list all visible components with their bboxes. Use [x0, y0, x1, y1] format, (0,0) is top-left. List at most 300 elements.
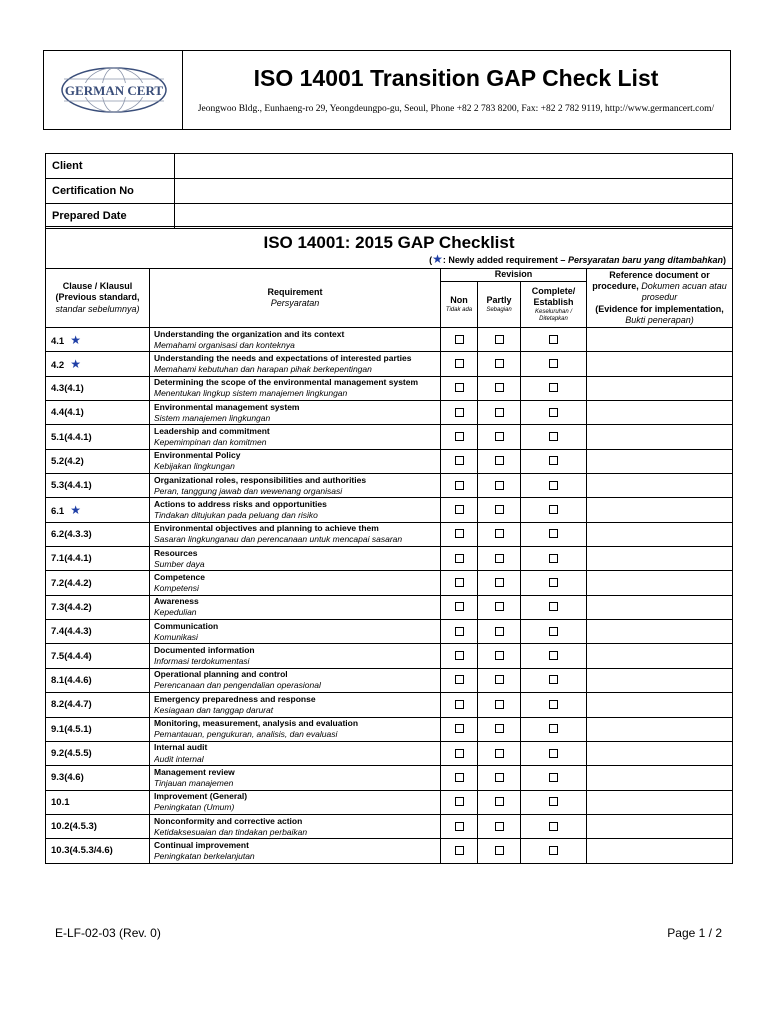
- partly-cell: [478, 790, 521, 814]
- partly-cell: [478, 474, 521, 498]
- clause-number: 9.1(4.5.1): [51, 723, 92, 735]
- client-row: [46, 154, 733, 179]
- legend-close: ): [723, 255, 726, 265]
- document-title: ISO 14001 Transition GAP Check List: [253, 65, 659, 91]
- reference-field[interactable]: [587, 595, 733, 619]
- clause-cell: [46, 571, 150, 595]
- checklist-row: [46, 644, 733, 668]
- clause-number: 6.2(4.3.3): [51, 528, 92, 540]
- requirement-cell: [150, 376, 441, 400]
- requirement-text-id: Kepedulian: [154, 607, 197, 618]
- reference-field[interactable]: [587, 693, 733, 717]
- partly-cell: [478, 717, 521, 741]
- requirement-text-id: Peningkatan (Umum): [154, 802, 235, 813]
- non-cell: [441, 741, 478, 765]
- checklist-row: [46, 449, 733, 473]
- requirement-text-id: Peran, tanggung jawab dan wewenang organisasi: [154, 485, 343, 496]
- non-checkbox[interactable]: [455, 749, 464, 758]
- clause-cell: [46, 693, 150, 717]
- reference-field[interactable]: [587, 839, 733, 863]
- checklist-row: [46, 352, 733, 376]
- non-checkbox[interactable]: [455, 578, 464, 587]
- requirement-cell: [150, 474, 441, 498]
- requirement-cell: [150, 620, 441, 644]
- requirement-cell: [150, 498, 441, 522]
- requirement-header-label: Requirement: [267, 286, 323, 297]
- clause-cell: [46, 474, 150, 498]
- reference-field[interactable]: [587, 522, 733, 546]
- non-checkbox[interactable]: [455, 602, 464, 611]
- legend-text-id: Persyaratan baru yang ditambahkan: [567, 255, 723, 265]
- requirement-text: Understanding the organization and its context: [154, 328, 345, 339]
- clause-cell: [46, 522, 150, 546]
- complete-checkbox[interactable]: [549, 602, 558, 611]
- non-cell: [441, 790, 478, 814]
- clause-number: 4.4(4.1): [51, 407, 84, 419]
- checklist-banner-row: [46, 227, 733, 269]
- requirement-cell: [150, 766, 441, 790]
- clause-cell: [46, 595, 150, 619]
- complete-checkbox[interactable]: [549, 846, 558, 855]
- reference-field[interactable]: [587, 814, 733, 838]
- partly-checkbox[interactable]: [495, 408, 504, 417]
- requirement-header-id: Persyaratan: [270, 298, 320, 308]
- german-cert-logo: [58, 65, 170, 115]
- requirement-text: Communication: [154, 620, 219, 631]
- partly-checkbox[interactable]: [495, 797, 504, 806]
- checklist-row: [46, 595, 733, 619]
- clause-cell: [46, 401, 150, 425]
- partly-checkbox[interactable]: [495, 675, 504, 684]
- requirement-text: Environmental Policy: [154, 450, 241, 461]
- complete-cell: [521, 498, 587, 522]
- complete-checkbox[interactable]: [549, 749, 558, 758]
- clause-cell: [46, 498, 150, 522]
- complete-cell: [521, 620, 587, 644]
- non-header-label: Non: [450, 295, 468, 306]
- header-row-1: [46, 269, 733, 282]
- non-cell: [441, 644, 478, 668]
- clause-number: 4.1: [51, 335, 65, 347]
- complete-cell: [521, 401, 587, 425]
- non-cell: [441, 693, 478, 717]
- requirement-text-id: Memahami kebutuhan dan harapan pihak berkepentingan: [154, 364, 372, 375]
- complete-cell: [521, 814, 587, 838]
- requirement-cell: [150, 328, 441, 352]
- requirement-text-id: Kepemimpinan dan komitmen: [154, 437, 267, 448]
- clause-number: 10.3(4.5.3/4.6): [51, 845, 113, 857]
- complete-checkbox[interactable]: [549, 456, 558, 465]
- requirement-text-id: Komunikasi: [154, 631, 198, 642]
- complete-cell: [521, 449, 587, 473]
- clause-number: 7.2(4.4.2): [51, 577, 92, 589]
- complete-checkbox[interactable]: [549, 651, 558, 660]
- requirement-text: Understanding the needs and expectations of interested parties: [154, 352, 412, 363]
- page-number: Page 1 / 2: [667, 926, 722, 940]
- complete-checkbox[interactable]: [549, 335, 558, 344]
- non-checkbox[interactable]: [455, 383, 464, 392]
- partly-cell: [478, 449, 521, 473]
- requirement-cell: [150, 839, 441, 863]
- requirement-cell: [150, 547, 441, 571]
- partly-cell: [478, 328, 521, 352]
- requirement-text-id: Sistem manajemen lingkungan: [154, 412, 271, 423]
- complete-cell: [521, 644, 587, 668]
- checklist-title: ISO 14001: 2015 GAP Checklist: [263, 233, 515, 252]
- star-icon: ★: [432, 252, 443, 266]
- checklist-row: [46, 474, 733, 498]
- complete-checkbox[interactable]: [549, 505, 558, 514]
- legend-open: (: [429, 255, 433, 265]
- non-cell: [441, 571, 478, 595]
- partly-checkbox[interactable]: [495, 505, 504, 514]
- partly-checkbox[interactable]: [495, 335, 504, 344]
- clause-cell: [46, 425, 150, 449]
- complete-header-label: Complete/ Establish: [531, 286, 576, 308]
- checklist-banner: [46, 227, 733, 269]
- complete-cell: [521, 474, 587, 498]
- clause-cell: [46, 741, 150, 765]
- reference-field[interactable]: [587, 352, 733, 376]
- partly-header: [478, 282, 521, 328]
- clause-number: 10.1: [51, 796, 70, 808]
- checklist-row: [46, 328, 733, 352]
- requirement-text: Operational planning and control: [154, 669, 288, 680]
- partly-checkbox[interactable]: [495, 529, 504, 538]
- prepared-date-row: [46, 204, 733, 229]
- partly-cell: [478, 644, 521, 668]
- partly-cell: [478, 814, 521, 838]
- clause-number: 8.1(4.4.6): [51, 674, 92, 686]
- partly-header-label: Partly: [486, 295, 512, 306]
- clause-number: 10.2(4.5.3): [51, 821, 97, 833]
- reference-field[interactable]: [587, 376, 733, 400]
- clause-number: 9.2(4.5.5): [51, 748, 92, 760]
- partly-checkbox[interactable]: [495, 481, 504, 490]
- requirement-header: [150, 269, 441, 328]
- prepared-date-label: Prepared Date: [46, 204, 175, 229]
- non-cell: [441, 766, 478, 790]
- document-header: [43, 50, 731, 130]
- requirement-text-id: Tindakan ditujukan pada peluang dan risiko: [154, 510, 318, 521]
- partly-cell: [478, 668, 521, 692]
- clause-number: 5.2(4.2): [51, 455, 84, 467]
- partly-checkbox[interactable]: [495, 627, 504, 636]
- partly-cell: [478, 766, 521, 790]
- clause-cell: [46, 839, 150, 863]
- complete-cell: [521, 352, 587, 376]
- complete-cell: [521, 328, 587, 352]
- non-cell: [441, 522, 478, 546]
- requirement-cell: [150, 814, 441, 838]
- partly-checkbox[interactable]: [495, 651, 504, 660]
- complete-checkbox[interactable]: [549, 797, 558, 806]
- non-checkbox[interactable]: [455, 432, 464, 441]
- checklist-row: [46, 717, 733, 741]
- requirement-cell: [150, 571, 441, 595]
- clause-cell: [46, 717, 150, 741]
- partly-checkbox[interactable]: [495, 359, 504, 368]
- requirement-cell: [150, 741, 441, 765]
- gap-checklist-table: [45, 226, 733, 864]
- requirement-cell: [150, 449, 441, 473]
- non-header: [441, 282, 478, 328]
- complete-cell: [521, 595, 587, 619]
- reference-header-2i: Bukti penerapan): [625, 314, 694, 325]
- non-checkbox[interactable]: [455, 627, 464, 636]
- complete-checkbox[interactable]: [549, 383, 558, 392]
- clause-cell: [46, 547, 150, 571]
- complete-checkbox[interactable]: [549, 408, 558, 417]
- non-cell: [441, 449, 478, 473]
- requirement-cell: [150, 352, 441, 376]
- partly-checkbox[interactable]: [495, 383, 504, 392]
- reference-header-2: (Evidence for implementation,: [595, 303, 724, 314]
- partly-checkbox[interactable]: [495, 554, 504, 563]
- requirement-text-id: Sumber daya: [154, 558, 205, 569]
- complete-checkbox[interactable]: [549, 700, 558, 709]
- certification-field[interactable]: [175, 179, 733, 204]
- complete-checkbox[interactable]: [549, 529, 558, 538]
- partly-cell: [478, 693, 521, 717]
- clause-number: 5.3(4.4.1): [51, 480, 92, 492]
- partly-checkbox[interactable]: [495, 846, 504, 855]
- reference-field[interactable]: [587, 571, 733, 595]
- non-checkbox[interactable]: [455, 797, 464, 806]
- reference-field[interactable]: [587, 668, 733, 692]
- clause-cell: [46, 814, 150, 838]
- checklist-rows: [46, 328, 733, 864]
- reference-field[interactable]: [587, 717, 733, 741]
- clause-header: [46, 269, 150, 328]
- non-cell: [441, 352, 478, 376]
- certification-label: Certification No: [46, 179, 175, 204]
- partly-cell: [478, 425, 521, 449]
- partly-checkbox[interactable]: [495, 749, 504, 758]
- logo-text: GERMAN CERT: [64, 83, 164, 98]
- clause-header-sub2: standar sebelumnya): [55, 303, 140, 314]
- reference-field[interactable]: [587, 766, 733, 790]
- requirement-text: Internal audit: [154, 742, 208, 753]
- non-checkbox[interactable]: [455, 335, 464, 344]
- non-checkbox[interactable]: [455, 456, 464, 465]
- non-checkbox[interactable]: [455, 505, 464, 514]
- reference-field[interactable]: [587, 790, 733, 814]
- non-cell: [441, 474, 478, 498]
- clause-number: 7.3(4.4.2): [51, 601, 92, 613]
- requirement-text-id: Informasi terdokumentasi: [154, 656, 250, 667]
- info-table: [45, 153, 733, 229]
- clause-header-label: Clause / Klausul: [62, 281, 133, 292]
- complete-cell: [521, 522, 587, 546]
- complete-checkbox[interactable]: [549, 675, 558, 684]
- non-checkbox[interactable]: [455, 822, 464, 831]
- revision-header: Revision: [441, 269, 587, 282]
- partly-cell: [478, 352, 521, 376]
- checklist-row: [46, 790, 733, 814]
- non-checkbox[interactable]: [455, 651, 464, 660]
- clause-cell: [46, 449, 150, 473]
- requirement-text: Environmental objectives and planning to achieve them: [154, 523, 379, 534]
- partly-checkbox[interactable]: [495, 773, 504, 782]
- non-cell: [441, 425, 478, 449]
- legend-text: : Newly added requirement –: [442, 255, 568, 265]
- checklist-row: [46, 839, 733, 863]
- non-checkbox[interactable]: [455, 408, 464, 417]
- non-cell: [441, 376, 478, 400]
- certification-row: [46, 179, 733, 204]
- logo-cell: [44, 51, 183, 129]
- checklist-row: [46, 766, 733, 790]
- clause-number: 7.5(4.4.4): [51, 650, 92, 662]
- requirement-text-id: Tinjauan manajemen: [154, 777, 234, 788]
- requirement-cell: [150, 401, 441, 425]
- partly-cell: [478, 595, 521, 619]
- star-icon: ★: [70, 332, 81, 347]
- complete-checkbox[interactable]: [549, 359, 558, 368]
- clause-number: 6.1: [51, 506, 65, 518]
- requirement-cell: [150, 668, 441, 692]
- complete-cell: [521, 425, 587, 449]
- partly-cell: [478, 522, 521, 546]
- requirement-text: Emergency preparedness and response: [154, 693, 316, 704]
- reference-header-1: Reference document or procedure,: [592, 269, 710, 292]
- checklist-row: [46, 693, 733, 717]
- non-cell: [441, 401, 478, 425]
- complete-checkbox[interactable]: [549, 627, 558, 636]
- partly-checkbox[interactable]: [495, 724, 504, 733]
- clause-cell: [46, 766, 150, 790]
- partly-header-sub: Sebagian: [486, 306, 512, 313]
- partly-cell: [478, 547, 521, 571]
- requirement-text-id: Peningkatan berkelanjutan: [154, 850, 255, 861]
- complete-checkbox[interactable]: [549, 481, 558, 490]
- reference-field[interactable]: [587, 328, 733, 352]
- clause-cell: [46, 644, 150, 668]
- requirement-text: Environmental management system: [154, 401, 300, 412]
- requirement-text: Continual improvement: [154, 839, 249, 850]
- requirement-text: Monitoring, measurement, analysis and evaluation: [154, 718, 359, 729]
- non-checkbox[interactable]: [455, 481, 464, 490]
- complete-checkbox[interactable]: [549, 554, 558, 563]
- requirement-cell: [150, 717, 441, 741]
- requirement-text-id: Ketidaksesuaian dan tindakan perbaikan: [154, 826, 308, 837]
- reference-field[interactable]: [587, 449, 733, 473]
- requirement-text-id: Pemantauan, pengukuran, analisis, dan evaluasi: [154, 729, 338, 740]
- reference-field[interactable]: [587, 620, 733, 644]
- requirement-cell: [150, 595, 441, 619]
- client-field[interactable]: [175, 154, 733, 179]
- star-icon: ★: [70, 503, 81, 518]
- prepared-date-field[interactable]: [175, 204, 733, 229]
- requirement-text-id: Kesiagaan dan tanggap darurat: [154, 704, 274, 715]
- complete-checkbox[interactable]: [549, 822, 558, 831]
- requirement-cell: [150, 425, 441, 449]
- requirement-cell: [150, 522, 441, 546]
- reference-field[interactable]: [587, 401, 733, 425]
- requirement-text-id: Kebijakan lingkungan: [154, 461, 235, 472]
- partly-cell: [478, 839, 521, 863]
- clause-cell: [46, 376, 150, 400]
- non-checkbox[interactable]: [455, 724, 464, 733]
- clause-cell: [46, 328, 150, 352]
- complete-cell: [521, 693, 587, 717]
- partly-checkbox[interactable]: [495, 578, 504, 587]
- complete-cell: [521, 376, 587, 400]
- non-cell: [441, 668, 478, 692]
- complete-cell: [521, 839, 587, 863]
- partly-cell: [478, 571, 521, 595]
- clause-number: 9.3(4.6): [51, 772, 84, 784]
- partly-cell: [478, 620, 521, 644]
- requirement-text-id: Audit internal: [154, 753, 204, 764]
- non-cell: [441, 328, 478, 352]
- non-cell: [441, 595, 478, 619]
- clause-cell: [46, 620, 150, 644]
- reference-field[interactable]: [587, 425, 733, 449]
- legend: [429, 252, 726, 266]
- checklist-row: [46, 741, 733, 765]
- requirement-cell: [150, 790, 441, 814]
- complete-checkbox[interactable]: [549, 773, 558, 782]
- requirement-text: Management review: [154, 766, 235, 777]
- requirement-cell: [150, 693, 441, 717]
- non-checkbox[interactable]: [455, 359, 464, 368]
- partly-checkbox[interactable]: [495, 822, 504, 831]
- non-checkbox[interactable]: [455, 846, 464, 855]
- reference-field[interactable]: [587, 644, 733, 668]
- non-checkbox[interactable]: [455, 700, 464, 709]
- partly-cell: [478, 741, 521, 765]
- complete-cell: [521, 717, 587, 741]
- complete-checkbox[interactable]: [549, 724, 558, 733]
- complete-checkbox[interactable]: [549, 578, 558, 587]
- clause-cell: [46, 790, 150, 814]
- non-checkbox[interactable]: [455, 554, 464, 563]
- reference-field[interactable]: [587, 547, 733, 571]
- checklist-row: [46, 401, 733, 425]
- reference-field[interactable]: [587, 474, 733, 498]
- clause-number: 4.2: [51, 360, 65, 372]
- requirement-text-id: Perencanaan dan pengendalian operasional: [154, 680, 321, 691]
- reference-field[interactable]: [587, 498, 733, 522]
- partly-checkbox[interactable]: [495, 432, 504, 441]
- requirement-text-id: Kompetensi: [154, 583, 199, 594]
- non-checkbox[interactable]: [455, 675, 464, 684]
- requirement-text-id: Memahami organisasi dan konteknya: [154, 339, 295, 350]
- checklist-row: [46, 498, 733, 522]
- complete-checkbox[interactable]: [549, 432, 558, 441]
- partly-checkbox[interactable]: [495, 602, 504, 611]
- non-cell: [441, 547, 478, 571]
- complete-cell: [521, 668, 587, 692]
- client-label: Client: [46, 154, 175, 179]
- reference-header-1i: Dokumen acuan atau prosedur: [641, 281, 727, 303]
- complete-header: [521, 282, 587, 328]
- reference-field[interactable]: [587, 741, 733, 765]
- star-icon: ★: [70, 357, 81, 372]
- checklist-row: [46, 522, 733, 546]
- non-cell: [441, 814, 478, 838]
- partly-checkbox[interactable]: [495, 700, 504, 709]
- checklist-row: [46, 376, 733, 400]
- non-checkbox[interactable]: [455, 529, 464, 538]
- requirement-text: Documented information: [154, 645, 255, 656]
- clause-number: 7.4(4.4.3): [51, 626, 92, 638]
- partly-checkbox[interactable]: [495, 456, 504, 465]
- non-checkbox[interactable]: [455, 773, 464, 782]
- requirement-text: Determining the scope of the environmental management system: [154, 377, 419, 388]
